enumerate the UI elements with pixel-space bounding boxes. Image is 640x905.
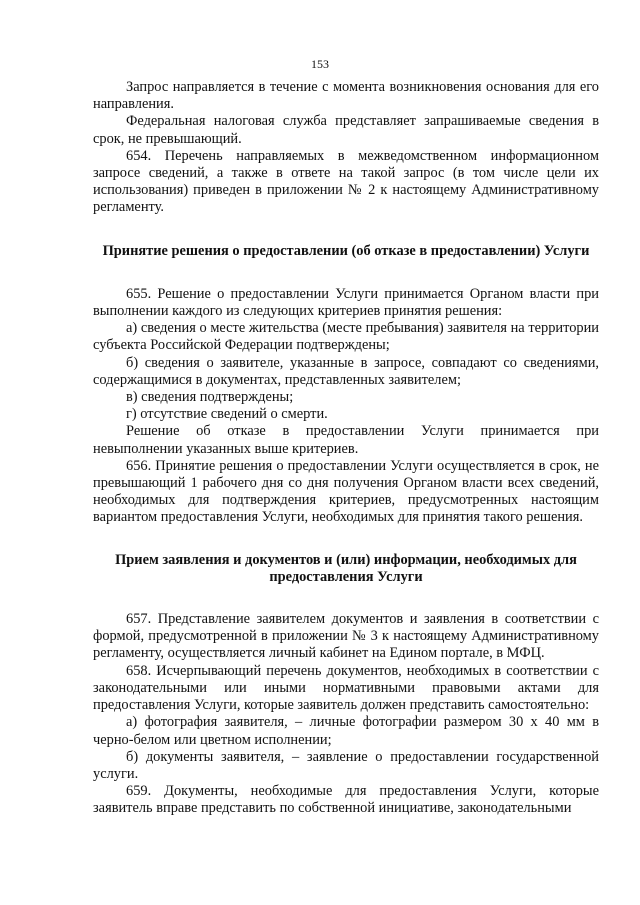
paragraph-request-timing: Запрос направляется в течение с момента возникновения основания для его направления. — [93, 79, 599, 113]
paragraph-654: 654. Перечень направляемых в межведомственном информационном запросе сведений, а также в ответе на такой запрос (в том числе цели их использования) приведен в приложении № 2 к настоящему Административному регламенту. — [93, 147, 599, 216]
page-number: 153 — [311, 57, 329, 71]
criterion-b: б) сведения о заявителе, указанные в запросе, совпадают со сведениями, содержащимися в документах, представленных заявителем; — [93, 354, 599, 388]
section-heading-documents: Прием заявления и документов и (или) информации, необходимых для предоставления Услуги — [115, 551, 577, 585]
paragraph-656: 656. Принятие решения о предоставлении Услуги осуществляется в срок, не превышающий 1 рабочего дня со дня получения Органом власти всех сведений, необходимых для подтверждения критериев, предусмотренных настоящим вариантом предоставления Услуги, необходимых для принятия такого решения. — [93, 457, 599, 526]
criterion-v: в) сведения подтверждены; — [126, 389, 294, 406]
paragraph-657: 657. Представление заявителем документов и заявления в соответствии с формой, предусмотренной в приложении № 3 к настоящему Административному регламенту, осуществляется личный кабинет на Едином портале, в МФЦ. — [93, 611, 599, 662]
paragraph-655: 655. Решение о предоставлении Услуги принимается Органом власти при выполнении каждого из следующих критериев принятия решения: — [93, 285, 599, 320]
paragraph-658: 658. Исчерпывающий перечень документов, необходимых в соответствии с законодательными или иными нормативными правовыми актами для предоставления Услуги, которые заявитель должен представить самостоятельно: — [93, 662, 599, 714]
criterion-a: а) сведения о месте жительства (месте пребывания) заявителя на территории субъекта Российской Федерации подтверждены; — [93, 320, 599, 354]
paragraph-refusal: Решение об отказе в предоставлении Услуги принимается при невыполнении указанных выше критериев. — [93, 423, 599, 457]
criterion-g: г) отсутствие сведений о смерти. — [126, 406, 328, 423]
document-body — [93, 79, 599, 818]
section-heading-decision: Принятие решения о предоставлении (об отказе в предоставлении) Услуги — [102, 242, 590, 259]
document-item-a: а) фотография заявителя, – личные фотографии размером 30 х 40 мм в черно-белом или цветном исполнении; — [93, 714, 599, 748]
paragraph-659: 659. Документы, необходимые для предоставления Услуги, которые заявитель вправе представить по собственной инициативе, законодательными — [93, 783, 599, 817]
paragraph-tax-service: Федеральная налоговая служба представляет запрашиваемые сведения в срок, не превышающий. — [93, 113, 599, 147]
document-item-b: б) документы заявителя, – заявление о предоставлении государственной услуги. — [93, 748, 599, 782]
